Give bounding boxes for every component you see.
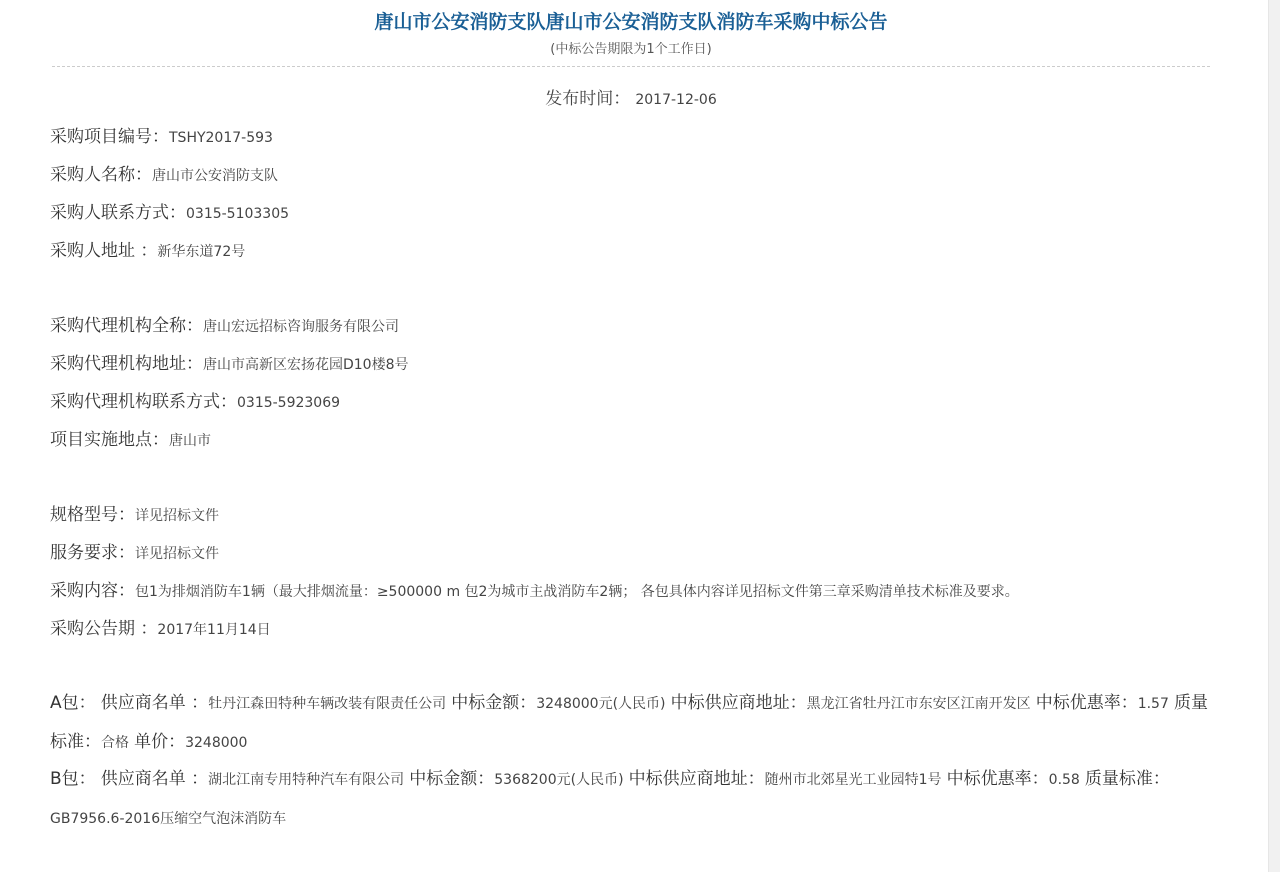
agency-address-label: 采购代理机构地址： — [50, 354, 203, 374]
notice-period-row — [50, 616, 271, 643]
spec-value: 详见招标文件 — [135, 508, 219, 524]
package-b-address-label: 中标供应商地址： — [628, 769, 765, 789]
agency-name-label: 采购代理机构全称： — [50, 316, 203, 336]
publish-date-value: 2017-12-06 — [635, 92, 717, 108]
package-a-supplier-label: 供应商名单 ： — [100, 693, 209, 713]
project-site-value: 唐山市 — [169, 433, 211, 449]
buyer-name-value: 唐山市公安消防支队 — [152, 168, 278, 184]
agency-name-value: 唐山宏远招标咨询服务有限公司 — [203, 319, 399, 335]
package-a-label: A包： — [50, 693, 96, 713]
content-value: 包1为排烟消防车1辆（最大排烟流量：≥500000 m 包2为城市主战消防车2辆； 各包具体内容详见招标文件第三章采购清单技术标准及要求。 — [135, 584, 1019, 600]
agency-contact-label: 采购代理机构联系方式： — [50, 392, 237, 412]
service-label: 服务要求： — [50, 543, 135, 563]
package-a-quality-value: 合格 — [101, 735, 129, 751]
package-a-price-label: 单价： — [134, 732, 186, 752]
project-site-label: 项目实施地点： — [50, 430, 169, 450]
package-b-discount-value: 0.58 — [1048, 772, 1080, 788]
package-b-amount-value: 5368200元(人民币) — [494, 772, 624, 788]
agency-address-row — [50, 351, 409, 378]
package-b-supplier-label: 供应商名单 ： — [100, 769, 209, 789]
package-a-address-label: 中标供应商地址： — [670, 693, 807, 713]
package-a-amount-label: 中标金额： — [451, 693, 537, 713]
notice-period-value: 2017年11月14日 — [157, 622, 271, 638]
buyer-contact-value: 0315-5103305 — [186, 206, 290, 222]
project-code-row — [50, 124, 273, 151]
buyer-contact-row — [50, 200, 289, 227]
agency-name-row — [50, 313, 399, 340]
package-b-quality-label: 质量标准： — [1084, 769, 1170, 789]
package-a-discount-value: 1.57 — [1137, 696, 1169, 712]
package-b-address-value: 随州市北郊星光工业园特1号 — [764, 772, 942, 788]
package-b-label: B包： — [50, 769, 96, 789]
package-a-price-value: 3248000 — [185, 735, 248, 751]
publish-date-line — [0, 86, 1262, 113]
package-a-amount-value: 3248000元(人民币) — [536, 696, 666, 712]
project-code-value: TSHY2017-593 — [169, 130, 273, 146]
spec-row — [50, 502, 219, 529]
spec-label: 规格型号： — [50, 505, 135, 525]
service-row — [50, 540, 219, 567]
title-divider — [52, 66, 1210, 67]
package-a-supplier-value: 牡丹江森田特种车辆改装有限责任公司 — [208, 696, 447, 712]
package-b-quality-value: GB7956.6-2016压缩空气泡沫消防车 — [50, 811, 287, 827]
vertical-scrollbar[interactable] — [1268, 0, 1280, 872]
service-value: 详见招标文件 — [135, 546, 219, 562]
content-label: 采购内容： — [50, 581, 135, 601]
package-a-discount-label: 中标优惠率： — [1035, 693, 1138, 713]
project-site-row — [50, 427, 211, 454]
buyer-name-row — [50, 162, 278, 189]
buyer-address-value: 新华东道72号 — [157, 244, 246, 260]
content-row — [50, 578, 1019, 605]
page-subtitle: (中标公告期限为1个工作日) — [550, 42, 712, 57]
package-a-address-value: 黑龙江省牡丹江市东安区江南开发区 — [806, 696, 1031, 712]
package-a — [50, 684, 1210, 762]
package-a-quality-label: 质量标准： — [50, 693, 1208, 752]
agency-address-value: 唐山市高新区宏扬花园D10楼8号 — [203, 357, 409, 373]
buyer-address-label: 采购人地址 ： — [50, 241, 158, 261]
package-b-discount-label: 中标优惠率： — [946, 769, 1049, 789]
buyer-address-row — [50, 238, 245, 265]
notice-period-label: 采购公告期 ： — [50, 619, 158, 639]
page-title: 唐山市公安消防支队唐山市公安消防支队消防车采购中标公告 — [374, 11, 888, 33]
project-code-label: 采购项目编号： — [50, 127, 169, 147]
agency-contact-row — [50, 389, 340, 416]
package-b — [50, 760, 1210, 838]
agency-contact-value: 0315-5923069 — [237, 395, 341, 411]
buyer-contact-label: 采购人联系方式： — [50, 203, 186, 223]
publish-date-label: 发布时间： — [545, 89, 631, 109]
package-b-supplier-value: 湖北江南专用特种汽车有限公司 — [208, 772, 405, 788]
buyer-name-label: 采购人名称： — [50, 165, 152, 185]
package-b-amount-label: 中标金额： — [409, 769, 495, 789]
